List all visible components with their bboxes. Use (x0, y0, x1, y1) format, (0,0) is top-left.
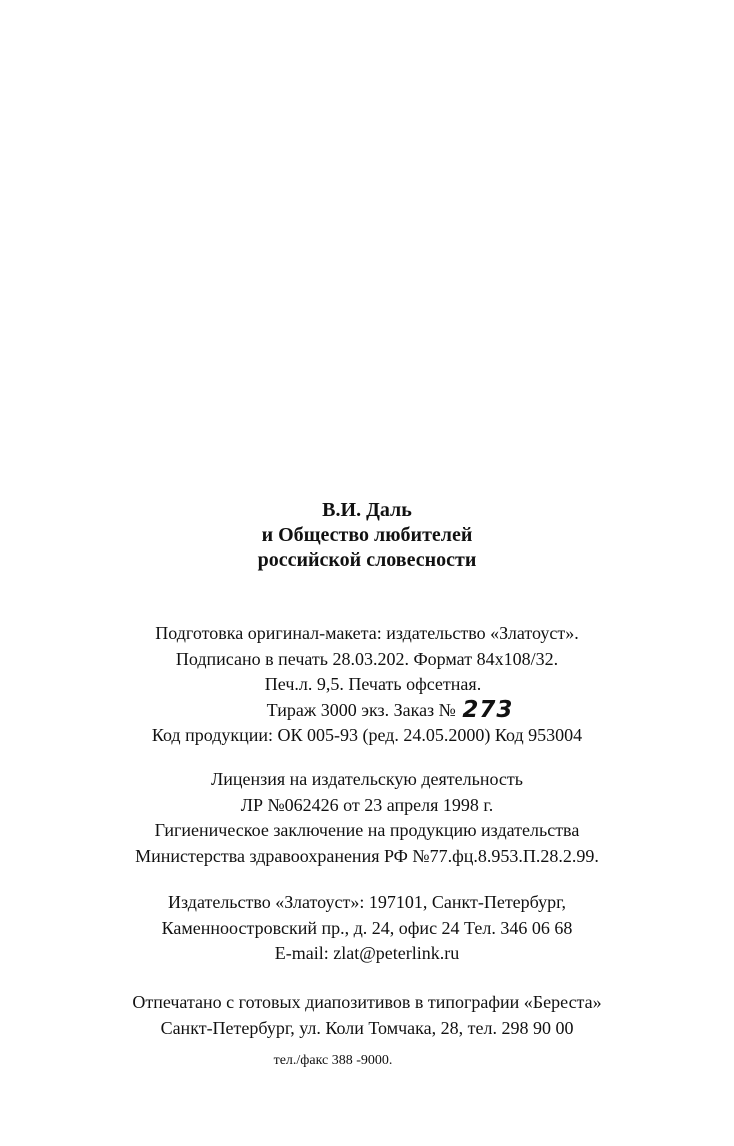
circulation-order-line (0, 698, 734, 724)
printer-line-2: Санкт-Петербург, ул. Коли Томчака, 28, тел. 298 90 00 (160, 1017, 574, 1038)
printer-fax: тел./факс 388 -9000. (273, 1053, 393, 1068)
license-line-1: Лицензия на издательскую деятельность (211, 769, 523, 789)
signed-to-print-line: Подписано в печать 28.03.202. Формат 84х108/32. (175, 648, 559, 669)
license-block (0, 767, 734, 869)
book-title (0, 498, 734, 573)
title-line-3: российской словесности (257, 549, 477, 571)
title-line-author: В.И. Даль (322, 499, 412, 521)
publisher-email: E-mail: zlat@peterlink.ru (274, 943, 460, 963)
printer-line-1: Отпечатано с готовых диапозитивов в типографии «Береста» (132, 992, 602, 1012)
product-code-line: Код продукции: ОК 005-93 (ред. 24.05.2000) Код 953004 (151, 725, 583, 745)
hygiene-line-1: Гигиеническое заключение на продукцию издательства (154, 820, 580, 840)
circulation-order-text: Тираж 3000 экз. Заказ № (266, 699, 456, 720)
layout-preparation-line: Подготовка оригинал-макета: издательство «Златоуст». (155, 623, 579, 643)
title-line-2: и Общество любителей (261, 524, 473, 546)
license-line-2: ЛР №062426 от 23 апреля 1998 г. (240, 794, 494, 815)
hygiene-line-2: Министерства здравоохранения РФ №77.фц.8.953.П.28.2.99. (135, 845, 599, 866)
printer-block (0, 990, 734, 1041)
imprint-block (0, 621, 734, 749)
publisher-address-line-1: Издательство «Златоуст»: 197101, Санкт-Петербург, (168, 892, 566, 912)
publisher-address-line-2: Каменноостровский пр., д. 24, офис 24 Тел. 346 06 68 (161, 917, 573, 938)
order-number-stamp: 273 (462, 696, 514, 723)
publisher-block (0, 890, 734, 967)
sheets-print-line: Печ.л. 9,5. Печать офсетная. (264, 674, 482, 694)
